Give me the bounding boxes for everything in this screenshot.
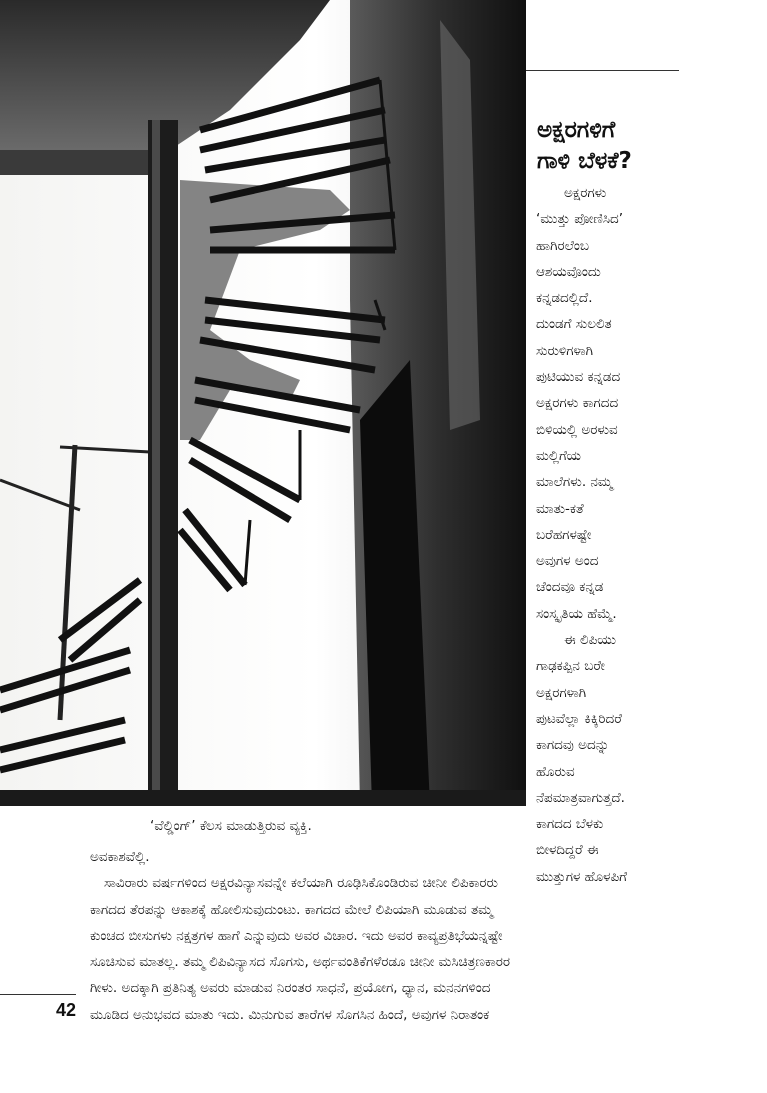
sidebar-line: ಚೆಂದವೂ ಕನ್ನಡ [536, 579, 604, 596]
body-line: ಸಾವಿರಾರು ವರ್ಷಗಳಿಂದ ಅಕ್ಷರವಿನ್ಯಾಸವನ್ನೇ ಕಲೆಯಾಗಿ ರೂಢಿಸಿಕೊಂಡಿರುವ ಚೀನೀ ಲಿಪಿಕಾರರು [104, 875, 498, 892]
body-line: ಅವಕಾಶವೆಲ್ಲಿ. [90, 849, 150, 865]
sidebar-line: ಪುಟಿಯುವ ಕನ್ನಡದ [536, 369, 621, 386]
sidebar-line: ಬೀಳದಿದ್ದರೆ ಈ [536, 842, 599, 859]
sidebar-line: ‘ಮುತ್ತು ಪೋಣಿಸಿದ’ [536, 211, 624, 228]
body-paragraph [90, 844, 690, 1028]
page-number: 42 [56, 1000, 77, 1020]
sidebar-line: ಸುರುಳಿಗಳಾಗಿ [536, 342, 594, 359]
sidebar-line: ಸಂಸ್ಕೃತಿಯ ಹೆಮ್ಮೆ. [536, 605, 617, 622]
sidebar-line: ಗಾಢಕಪ್ಪಿನ ಬರೇ [536, 658, 605, 675]
sidebar-line: ದುಂಡಗೆ ಸುಲಲಿತ [536, 316, 612, 333]
body-line: ಕುಂಚದ ಬೀಸುಗಳು ನಕ್ಷತ್ರಗಳ ಹಾಗೆ ಎನ್ನುವುದು ಅವರ ವಿಚಾರ. ಇದು ಅವರ ಕಾವ್ಯಪ್ರತಿಭೆಯನ್ನಷ್ಟೇ [90, 927, 503, 944]
sidebar-line: ಆಶಯವೊಂದು [536, 263, 601, 280]
photo-caption: ‘ವೆಲ್ಡಿಂಗ್’ ಕೆಲಸ ಮಾಡುತ್ತಿರುವ ವ್ಯಕ್ತಿ. [150, 818, 312, 834]
sidebar-column-text [536, 180, 716, 890]
sidebar-line: ಕಾಗದದ ಬೆಳಕು [536, 816, 604, 833]
sidebar-line: ಈ ಲಿಪಿಯು [564, 632, 617, 649]
sidebar-line: ಅವುಗಳ ಅಂದ [536, 553, 599, 570]
sidebar-title-line: ಗಾಳಿ ಬೆಳಕೆ? [537, 148, 632, 174]
sidebar-line: ಕನ್ನಡದಲ್ಲಿದೆ. [536, 290, 593, 307]
top-divider [526, 70, 679, 71]
sidebar-line: ಮಾತು-ಕತೆ [536, 500, 584, 517]
sidebar-line: ಮಲ್ಲಿಗೆಯ [536, 447, 581, 464]
sidebar-line: ಅಕ್ಷರಗಳು [564, 185, 607, 201]
sidebar-line: ಹಾಗಿರಲೆಂಬ [536, 237, 590, 254]
body-line: ಗೀಳು. ಅದಕ್ಕಾಗಿ ಪ್ರತಿನಿತ್ಯ ಅವರು ಮಾಡುವ ನಿರಂತರ ಸಾಧನೆ, ಪ್ರಯೋಗ, ಧ್ಯಾನ, ಮನನಗಳಿಂದ [90, 980, 491, 997]
sidebar-title [537, 115, 697, 177]
sidebar-line: ಹೊರುವ [536, 763, 575, 780]
sidebar-title-line: ಅಕ್ಷರಗಳಿಗೆ [537, 117, 616, 143]
sidebar-line: ಮಾಲೆಗಳು. ನಮ್ಮ [536, 474, 613, 491]
body-line: ಕಾಗದದ ತೆರಪನ್ನು ಆಕಾಶಕ್ಕೆ ಹೋಲಿಸುವುದುಂಟು. ಕಾಗದದ ಮೇಲೆ ಲಿಪಿಯಾಗಿ ಮೂಡುವ ತಮ್ಮ [90, 901, 493, 918]
sidebar-line: ಮುತ್ತುಗಳ ಹೊಳಪಿಗೆ [536, 868, 627, 885]
sidebar-line: ಬಿಳಿಯಲ್ಲಿ ಅರಳುವ [536, 421, 618, 438]
body-line: ಮೂಡಿದ ಅನುಭವದ ಮಾತು ಇದು. ಮಿನುಗುವ ತಾರೆಗಳ ಸೊಗಸಿನ ಹಿಂದೆ, ಅವುಗಳ ನಿರಾತಂಕ [90, 1006, 490, 1023]
sidebar-line: ಬರೆಹಗಳಷ್ಟೇ [536, 526, 592, 543]
sidebar-line: ಕಾಗದವು ಅದನ್ನು [536, 737, 610, 754]
sidebar-line: ಅಕ್ಷರಗಳು ಕಾಗದದ [536, 395, 619, 412]
body-line: ಸೂಚಿಸುವ ಮಾತಲ್ಲ. ತಮ್ಮ ಲಿಪಿವಿನ್ಯಾಸದ ಸೊಗಸು, ಅರ್ಥವಂತಿಕೆಗಳೆರಡೂ ಚೀನೀ ಮಸಿಚಿತ್ರಣಕಾರರ [90, 954, 511, 971]
sidebar-line: ಅಕ್ಷರಗಳಾಗಿ [536, 684, 587, 701]
sidebar-line: ಪುಟವೆಲ್ಲಾ ಕಿಕ್ಕಿರಿದರೆ [536, 710, 622, 727]
footer-divider [0, 994, 76, 995]
sidebar-line: ನೆಪಮಾತ್ರವಾಗುತ್ತದೆ. [536, 789, 625, 806]
